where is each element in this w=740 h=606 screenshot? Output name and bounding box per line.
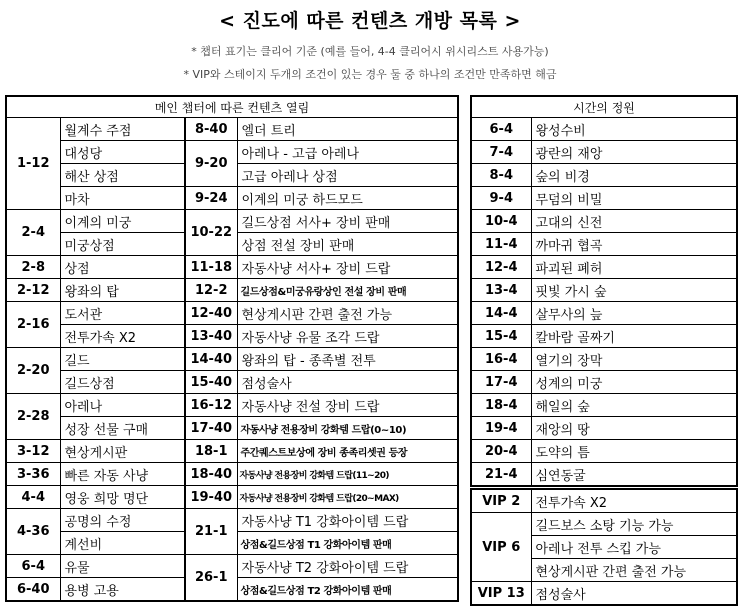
time-table-header: 시간의 정원 xyxy=(471,96,737,118)
table-row xyxy=(471,417,737,440)
content-item: 주간퀘스트보상에 장비 종족리셋권 등장 xyxy=(237,440,458,463)
content-item: 현상게시판 xyxy=(60,440,185,463)
table-row xyxy=(471,118,737,141)
chapter-level: 3-12 xyxy=(6,440,60,463)
stage-level: 16-4 xyxy=(471,348,531,371)
dungeon-name: 살무사의 늪 xyxy=(531,302,737,325)
content-item: 자동사냥 전용장비 강화템 드랍(0~10) xyxy=(237,417,458,440)
dungeon-name: 무덤의 비밀 xyxy=(531,187,737,210)
table-row xyxy=(6,210,458,233)
content-item: 도서관 xyxy=(60,302,185,325)
chapter-level: 2-20 xyxy=(6,348,60,394)
stage-level: 21-4 xyxy=(471,463,531,487)
content-item: 상점&길드상점 T1 강화아이템 판매 xyxy=(237,532,458,555)
chapter-level: 16-12 xyxy=(185,394,237,417)
stage-level: 6-4 xyxy=(471,118,531,141)
stage-level: 11-4 xyxy=(471,233,531,256)
stage-level: 10-4 xyxy=(471,210,531,233)
dungeon-name: 성계의 미궁 xyxy=(531,371,737,394)
chapter-level: 12-40 xyxy=(185,302,237,325)
chapter-level: 1-12 xyxy=(6,118,60,210)
table-row xyxy=(6,417,458,440)
vip-benefit: 길드보스 소탕 기능 가능 xyxy=(531,513,737,536)
dungeon-name: 열기의 장막 xyxy=(531,348,737,371)
vip-benefit: 점성술사 xyxy=(531,582,737,606)
stage-level: 9-4 xyxy=(471,187,531,210)
chapter-level: 9-20 xyxy=(185,141,237,187)
table-row xyxy=(6,509,458,532)
chapter-level: 2-16 xyxy=(6,302,60,348)
dungeon-name: 재앙의 땅 xyxy=(531,417,737,440)
content-item: 자동사냥 서사+ 장비 드랍 xyxy=(237,256,458,279)
content-item: 미궁상점 xyxy=(60,233,185,256)
table-row xyxy=(471,210,737,233)
chapter-level: 14-40 xyxy=(185,348,237,371)
chapter-level: 9-24 xyxy=(185,187,237,210)
note-vip-condition: * VIP와 스테이지 두개의 조건이 있는 경우 둘 중 하나의 조건만 만족하면 해금 xyxy=(183,68,557,81)
table-row xyxy=(6,555,458,578)
dungeon-name: 도약의 틈 xyxy=(531,440,737,463)
table-row xyxy=(471,394,737,417)
dungeon-name: 왕성수비 xyxy=(531,118,737,141)
content-item: 상점 xyxy=(60,256,185,279)
vip-benefit: 전투가속 X2 xyxy=(531,489,737,513)
content-item: 상점 전설 장비 판매 xyxy=(237,233,458,256)
table-row xyxy=(6,463,458,486)
dungeon-name: 파괴된 폐허 xyxy=(531,256,737,279)
table-row xyxy=(471,141,737,164)
time-garden-table xyxy=(470,95,738,487)
content-item: 고급 아레나 상점 xyxy=(237,164,458,187)
vip-level: VIP 2 xyxy=(471,489,531,513)
vip-benefit: 아레나 전투 스킵 가능 xyxy=(531,536,737,559)
table-row xyxy=(471,256,737,279)
content-item: 빠른 자동 사냥 xyxy=(60,463,185,486)
chapter-level: 10-22 xyxy=(185,210,237,256)
stage-level: 20-4 xyxy=(471,440,531,463)
chapter-level: 4-36 xyxy=(6,509,60,555)
table-row xyxy=(471,489,737,513)
main-chapter-table xyxy=(5,95,459,602)
stage-level: 17-4 xyxy=(471,371,531,394)
chapter-level: 13-40 xyxy=(185,325,237,348)
table-row xyxy=(6,371,458,394)
content-item: 마차 xyxy=(60,187,185,210)
dungeon-name: 까마귀 협곡 xyxy=(531,233,737,256)
stage-level: 8-4 xyxy=(471,164,531,187)
table-row xyxy=(471,582,737,606)
chapter-level: 6-40 xyxy=(6,578,60,602)
table-row xyxy=(6,141,458,164)
dungeon-name: 핏빛 가시 숲 xyxy=(531,279,737,302)
vip-table xyxy=(470,488,738,606)
content-item: 엘더 트리 xyxy=(237,118,458,141)
content-item: 전투가속 X2 xyxy=(60,325,185,348)
dungeon-name: 숲의 비경 xyxy=(531,164,737,187)
page-title: < 진도에 따른 컨텐츠 개방 목록 > xyxy=(219,10,521,32)
table-row xyxy=(471,371,737,394)
content-item: 아레나 - 고급 아레나 xyxy=(237,141,458,164)
content-item: 아레나 xyxy=(60,394,185,417)
table-row xyxy=(471,233,737,256)
dungeon-name: 고대의 신전 xyxy=(531,210,737,233)
table-row xyxy=(471,463,737,487)
main-table-header: 메인 챕터에 따른 컨텐츠 열림 xyxy=(6,96,458,118)
table-row xyxy=(6,325,458,348)
content-item: 계선비 xyxy=(60,532,185,555)
content-item: 길드상점&미궁유랑상인 전설 장비 판매 xyxy=(237,279,458,302)
chapter-level: 26-1 xyxy=(185,555,237,602)
content-item: 대성당 xyxy=(60,141,185,164)
stage-level: 18-4 xyxy=(471,394,531,417)
chapter-level: 6-4 xyxy=(6,555,60,578)
table-row xyxy=(471,513,737,536)
vip-level: VIP 13 xyxy=(471,582,531,606)
chapter-level: 3-36 xyxy=(6,463,60,486)
dungeon-name: 칼바람 골짜기 xyxy=(531,325,737,348)
table-row xyxy=(6,256,458,279)
content-item: 월계수 주점 xyxy=(60,118,185,141)
content-item: 유물 xyxy=(60,555,185,578)
table-row xyxy=(471,279,737,302)
dungeon-name: 광란의 재앙 xyxy=(531,141,737,164)
content-item: 해산 상점 xyxy=(60,164,185,187)
content-item: 영웅 희망 명단 xyxy=(60,486,185,509)
content-item: 왕좌의 탑 xyxy=(60,279,185,302)
stage-level: 13-4 xyxy=(471,279,531,302)
table-row xyxy=(6,394,458,417)
stage-level: 15-4 xyxy=(471,325,531,348)
content-item: 자동사냥 T1 강화아이템 드랍 xyxy=(237,509,458,532)
stage-level: 7-4 xyxy=(471,141,531,164)
vip-benefit: 현상게시판 간편 출전 가능 xyxy=(531,559,737,582)
table-row xyxy=(6,118,458,141)
content-item: 왕좌의 탑 - 종족별 전투 xyxy=(237,348,458,371)
stage-level: 14-4 xyxy=(471,302,531,325)
table-row xyxy=(471,348,737,371)
content-item: 자동사냥 전용장비 강화템 드랍(11~20) xyxy=(237,463,458,486)
content-item: 점성술사 xyxy=(237,371,458,394)
content-item: 성장 선물 구매 xyxy=(60,417,185,440)
content-item: 이계의 미궁 하드모드 xyxy=(237,187,458,210)
chapter-level: 18-40 xyxy=(185,463,237,486)
table-row xyxy=(471,325,737,348)
chapter-level: 12-2 xyxy=(185,279,237,302)
chapter-level: 8-40 xyxy=(185,118,237,141)
content-item: 자동사냥 전설 장비 드랍 xyxy=(237,394,458,417)
content-item: 길드상점 서사+ 장비 판매 xyxy=(237,210,458,233)
content-item: 공명의 수정 xyxy=(60,509,185,532)
stage-level: 19-4 xyxy=(471,417,531,440)
content-item: 길드상점 xyxy=(60,371,185,394)
content-item: 길드 xyxy=(60,348,185,371)
table-row xyxy=(6,486,458,509)
chapter-level: 11-18 xyxy=(185,256,237,279)
note-chapter-criteria: * 챕터 표기는 클리어 기준 (예를 들어, 4-4 클리어시 위시리스트 사용가능) xyxy=(191,45,549,58)
stage-level: 12-4 xyxy=(471,256,531,279)
table-row xyxy=(471,302,737,325)
chapter-level: 18-1 xyxy=(185,440,237,463)
table-row xyxy=(6,440,458,463)
chapter-level: 19-40 xyxy=(185,486,237,509)
chapter-level: 4-4 xyxy=(6,486,60,509)
chapter-level: 2-12 xyxy=(6,279,60,302)
content-item: 자동사냥 전용장비 강화템 드랍(20~MAX) xyxy=(237,486,458,509)
chapter-level: 2-8 xyxy=(6,256,60,279)
chapter-level: 17-40 xyxy=(185,417,237,440)
content-item: 용병 고용 xyxy=(60,578,185,602)
vip-level: VIP 6 xyxy=(471,513,531,582)
table-row xyxy=(6,279,458,302)
dungeon-name: 심연동굴 xyxy=(531,463,737,487)
chapter-level: 21-1 xyxy=(185,509,237,555)
table-row xyxy=(471,164,737,187)
table-row xyxy=(6,348,458,371)
dungeon-name: 해일의 숲 xyxy=(531,394,737,417)
table-row xyxy=(6,187,458,210)
table-row xyxy=(6,302,458,325)
content-item: 자동사냥 T2 강화아이템 드랍 xyxy=(237,555,458,578)
chapter-level: 2-28 xyxy=(6,394,60,440)
content-item: 상점&길드상점 T2 강화아이템 판매 xyxy=(237,578,458,602)
content-item: 자동사냥 유물 조각 드랍 xyxy=(237,325,458,348)
content-item: 이계의 미궁 xyxy=(60,210,185,233)
content-item: 현상게시판 간편 출전 가능 xyxy=(237,302,458,325)
table-row xyxy=(471,187,737,210)
chapter-level: 2-4 xyxy=(6,210,60,256)
table-row xyxy=(471,440,737,463)
chapter-level: 15-40 xyxy=(185,371,237,394)
